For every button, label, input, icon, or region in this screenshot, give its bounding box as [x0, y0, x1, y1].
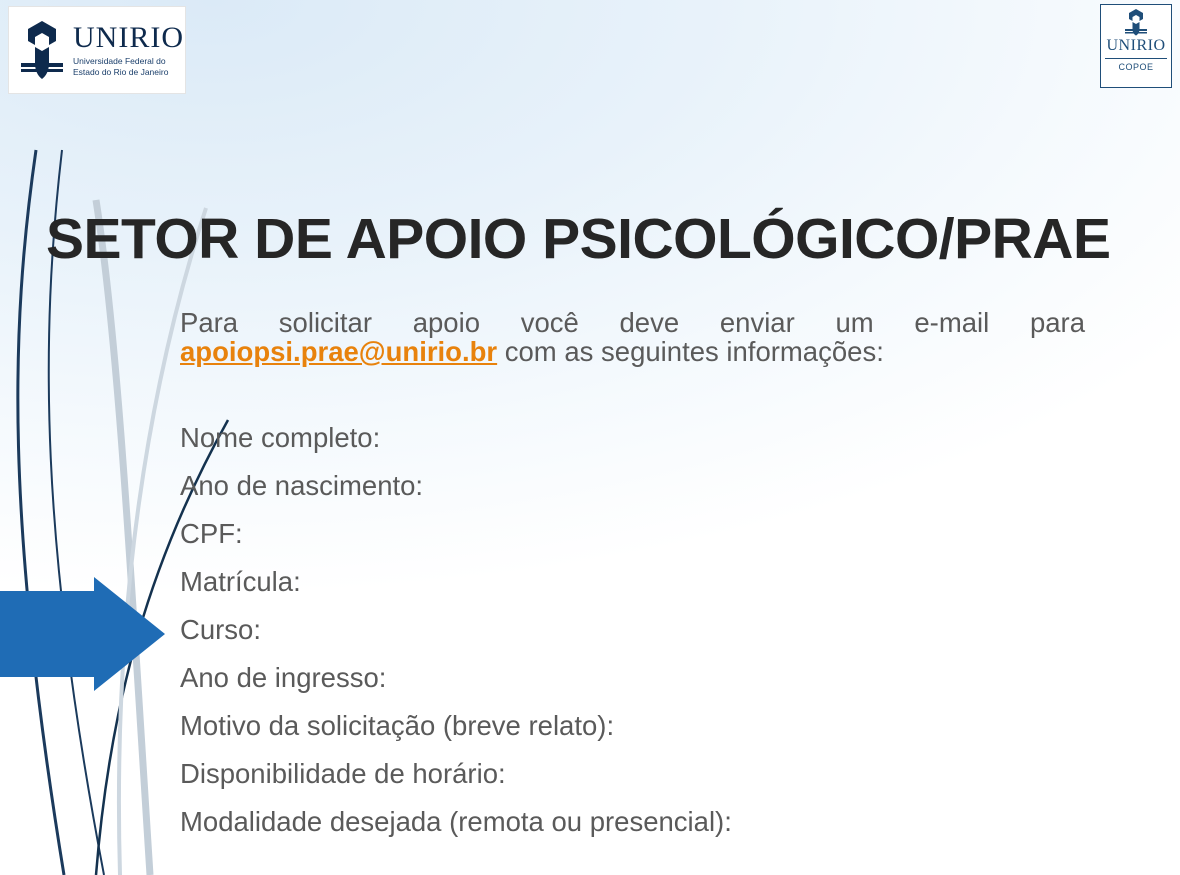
requested-fields-list: [180, 414, 1085, 846]
copoe-divider: [1105, 58, 1167, 59]
page-title: SETOR DE APOIO PSICOLÓGICO/PRAE: [46, 207, 1111, 272]
copoe-emblem-icon: [1123, 8, 1149, 36]
unirio-logo-title: UNIRIO: [73, 20, 184, 54]
list-item: Matrícula:: [180, 566, 301, 598]
list-item: Motivo da solicitação (breve relato):: [180, 710, 615, 742]
list-item: Disponibilidade de horário:: [180, 758, 506, 790]
slide-body: [180, 308, 1085, 846]
list-item: Ano de ingresso:: [180, 662, 387, 694]
arrow-shape: [0, 577, 165, 692]
intro-tail: com as seguintes informações:: [497, 336, 884, 368]
list-item: Modalidade desejada (remota ou presencial):: [180, 806, 732, 838]
unirio-logo-subtitle: [73, 56, 184, 77]
intro-line-1: Para solicitar apoio você deve enviar um e-mail para: [180, 307, 1085, 338]
unirio-logo: [8, 6, 186, 94]
copoe-logo-title: UNIRIO: [1106, 37, 1166, 54]
unirio-logo-subtitle-line1: Universidade Federal do: [73, 55, 166, 66]
unirio-emblem-icon: [15, 19, 69, 81]
copoe-logo: [1100, 4, 1172, 88]
list-item: Ano de nascimento:: [180, 470, 424, 502]
intro-paragraph: [180, 308, 1085, 366]
unirio-logo-text: [73, 20, 184, 77]
list-item: CPF:: [180, 518, 243, 550]
list-item: Nome completo:: [180, 422, 381, 454]
list-item: Curso:: [180, 614, 261, 646]
body-spacer: [180, 366, 1085, 414]
unirio-logo-subtitle-line2: Estado do Rio de Janeiro: [73, 66, 169, 77]
copoe-logo-label: COPOE: [1118, 62, 1154, 72]
email-link[interactable]: apoiopsi.prae@unirio.br: [180, 336, 498, 368]
